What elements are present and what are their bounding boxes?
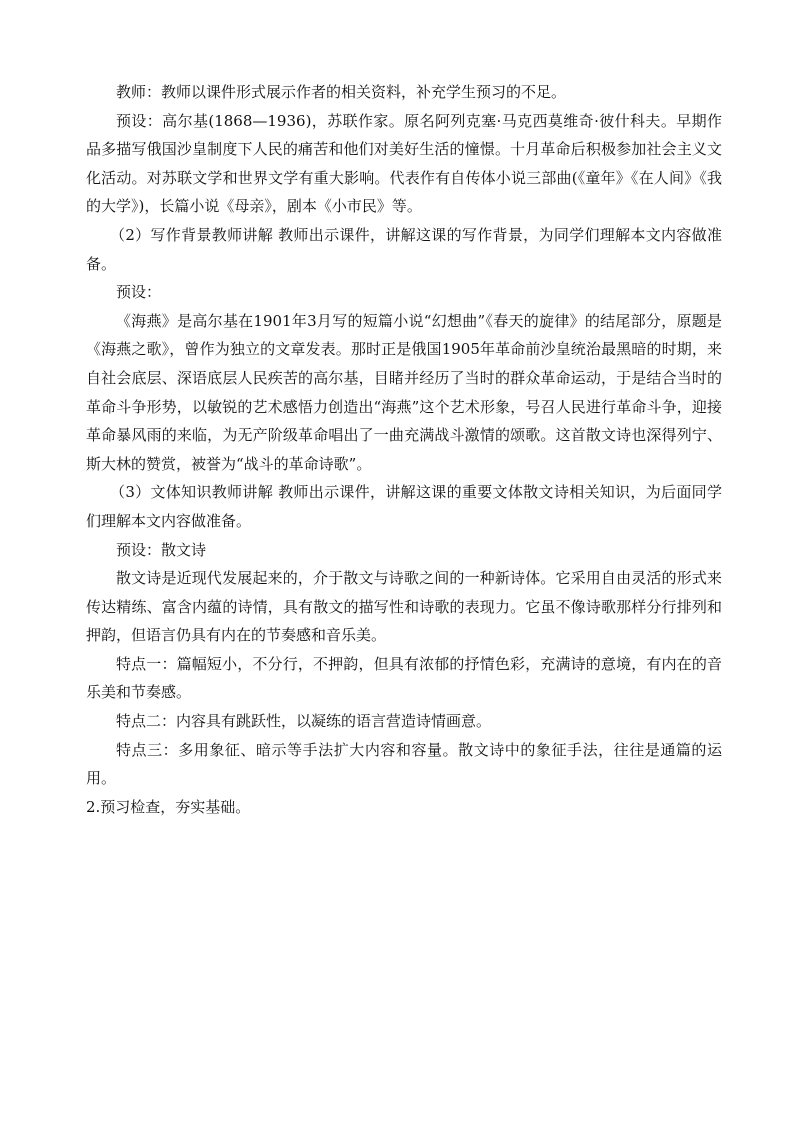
paragraph-background-content: 《海燕》是高尔基在1901年3月写的短篇小说“幻想曲”《春天的旋律》的结尾部分，原题是《海燕之歌》，曾作为独立的文章发表。那时正是俄国1905年革命前沙皇统治最黑暗的时期，来自社会底层、深语底层人民疾苦的高尔基，目睹并经历了当时的群众革命运动，于是结合当时的革命斗争形势，以敏锐的艺术感悟力创造出“海燕”这个艺术形象，号召人民进行革命斗争，迎接革命暴风雨的来临，为无产阶级革命唱出了一曲充满战斗激情的颂歌。这首散文诗也深得列宁、斯大林的赞赏，被誉为“战斗的革命诗歌”。	[86, 311, 722, 473]
paragraph-preset-label: 预设：	[116, 283, 162, 302]
paragraph-preset-prose-poem: 预设：散文诗	[116, 540, 207, 559]
paragraph-genre-heading: （3）文体知识教师讲解 教师出示课件，讲解这课的重要文体散文诗相关知识，为后面同学们理解本文内容做准备。	[86, 483, 722, 530]
paragraph-preview-check: 2.预习检查，夯实基础。	[86, 797, 251, 816]
document-page	[86, 78, 722, 821]
paragraph-feature-one: 特点一：篇幅短小，不分行，不押韵，但具有浓郁的抒情色彩，充满诗的意境，有内在的音乐美和节奏感。	[86, 654, 722, 702]
paragraph-feature-two: 特点二：内容具有跳跃性，以凝练的语言营造诗情画意。	[116, 712, 492, 731]
paragraph-teacher-intro: 教师：教师以课件形式展示作者的相关资料，补充学生预习的不足。	[116, 83, 567, 101]
paragraph-prose-poem-definition: 散文诗是近现代发展起来的，介于散文与诗歌之间的一种新诗体。它采用自由灵活的形式来传达精练、富含内蕴的诗情，具有散文的描写性和诗歌的表现力。它虽不像诗歌那样分行排列和押韵，但语言仍具有内在的节奏感和音乐美。	[86, 569, 722, 645]
paragraph-feature-three: 特点三：多用象征、暗示等手法扩大内容和容量。散文诗中的象征手法，往往是通篇的运用。	[86, 740, 722, 788]
paragraph-background-heading: （2）写作背景教师讲解 教师出示课件，讲解这课的写作背景，为同学们理解本文内容做准备。	[86, 225, 722, 273]
paragraph-author-info: 预设：高尔基(1868—1936)，苏联作家。原名阿列克塞·马克西莫维奇·彼什科夫。早期作品多描写俄国沙皇制度下人民的痛苦和他们对美好生活的憧憬。十月革命后积极参加社会主义文化活动。对苏联文学和世界文学有重大影响。代表作有自传体小说三部曲(《童年》《在人间》《我的大学》)，长篇小说《母亲》，剧本《小市民》等。	[86, 111, 722, 216]
